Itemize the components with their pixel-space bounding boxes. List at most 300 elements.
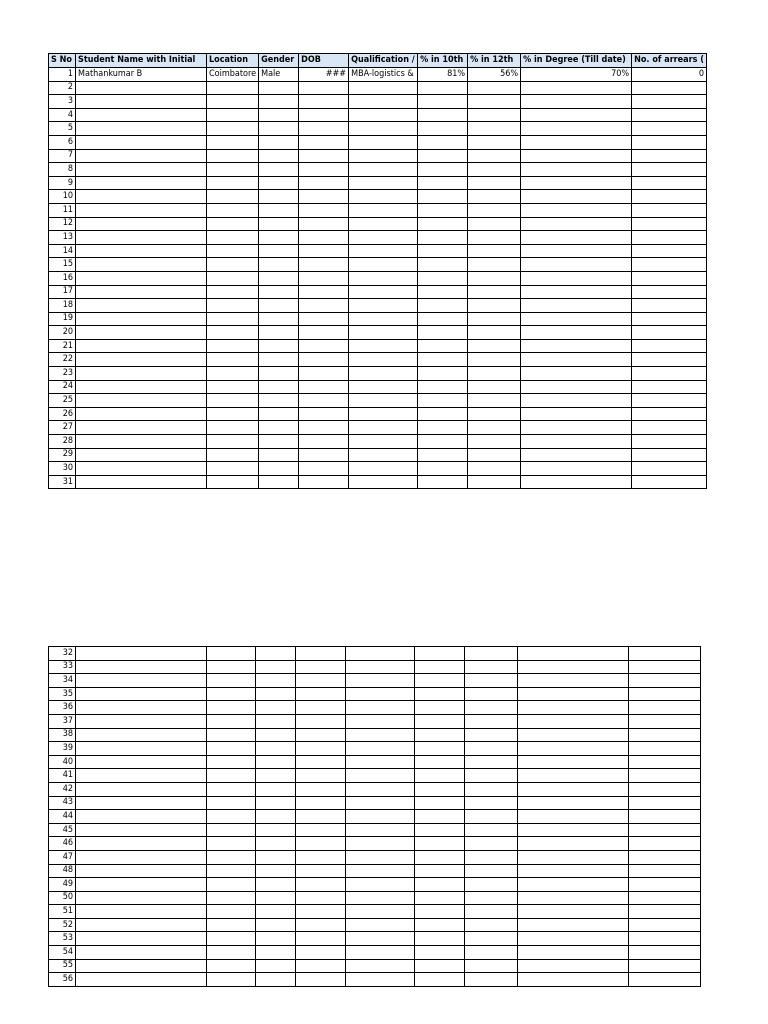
cell-gender[interactable] [259, 176, 299, 190]
cell-gender[interactable] [256, 959, 296, 973]
cell-gender[interactable] [256, 755, 296, 769]
cell-qualification[interactable] [349, 367, 418, 381]
cell-student-name[interactable] [76, 674, 207, 688]
cell-dob[interactable] [299, 217, 349, 231]
cell-location[interactable] [207, 394, 259, 408]
cell-gender[interactable] [259, 407, 299, 421]
cell-location[interactable] [207, 448, 259, 462]
cell-gender[interactable] [259, 190, 299, 204]
cell-pct-degree[interactable] [518, 891, 629, 905]
cell-pct-12th[interactable] [465, 755, 518, 769]
cell-qualification[interactable] [346, 891, 415, 905]
cell-student-name[interactable] [76, 462, 207, 476]
cell-arrears[interactable] [629, 973, 701, 987]
cell-pct-degree[interactable] [518, 714, 629, 728]
cell-arrears[interactable] [632, 462, 707, 476]
cell-dob[interactable] [299, 299, 349, 313]
cell-qualification[interactable] [349, 244, 418, 258]
cell-pct-degree[interactable] [521, 258, 632, 272]
header-location[interactable]: Location [207, 54, 259, 68]
cell-gender[interactable] [256, 878, 296, 892]
cell-location[interactable] [207, 231, 259, 245]
cell-qualification[interactable] [349, 353, 418, 367]
cell-gender[interactable] [259, 149, 299, 163]
cell-location[interactable] [207, 714, 256, 728]
cell-dob[interactable] [296, 769, 346, 783]
cell-gender[interactable] [259, 81, 299, 95]
cell-pct-10th[interactable] [418, 149, 468, 163]
cell-qualification[interactable] [346, 905, 415, 919]
cell-pct-degree[interactable] [518, 660, 629, 674]
cell-pct-degree[interactable] [518, 701, 629, 715]
cell-qualification[interactable] [349, 108, 418, 122]
cell-arrears[interactable] [629, 701, 701, 715]
cell-student-name[interactable] [76, 380, 207, 394]
cell-pct-degree[interactable] [521, 475, 632, 489]
cell-gender[interactable] [259, 244, 299, 258]
cell-arrears[interactable] [629, 755, 701, 769]
cell-arrears[interactable] [632, 312, 707, 326]
cell-location[interactable] [207, 435, 259, 449]
cell-sno[interactable]: 4 [49, 108, 76, 122]
cell-dob[interactable] [296, 687, 346, 701]
cell-sno[interactable]: 9 [49, 176, 76, 190]
cell-sno[interactable]: 44 [49, 810, 76, 824]
cell-pct-degree[interactable] [521, 339, 632, 353]
cell-student-name[interactable] [76, 905, 207, 919]
cell-arrears[interactable] [629, 674, 701, 688]
cell-pct-12th[interactable] [468, 176, 521, 190]
cell-arrears[interactable] [629, 714, 701, 728]
cell-pct-10th[interactable] [418, 95, 468, 109]
cell-sno[interactable]: 43 [49, 796, 76, 810]
cell-qualification[interactable] [349, 394, 418, 408]
cell-gender[interactable] [259, 421, 299, 435]
cell-gender[interactable] [256, 647, 296, 661]
cell-location[interactable] [207, 932, 256, 946]
cell-student-name[interactable] [76, 850, 207, 864]
cell-gender[interactable] [256, 973, 296, 987]
cell-sno[interactable]: 1 [49, 68, 76, 82]
cell-sno[interactable]: 2 [49, 81, 76, 95]
cell-arrears[interactable] [632, 421, 707, 435]
cell-pct-12th[interactable]: 56% [468, 68, 521, 82]
cell-arrears[interactable] [629, 810, 701, 824]
cell-sno[interactable]: 34 [49, 674, 76, 688]
cell-pct-degree[interactable] [521, 190, 632, 204]
cell-pct-10th[interactable] [418, 326, 468, 340]
header-pct-12th[interactable]: % in 12th [468, 54, 521, 68]
cell-pct-12th[interactable] [468, 135, 521, 149]
cell-student-name[interactable] [76, 149, 207, 163]
cell-pct-degree[interactable]: 70% [521, 68, 632, 82]
cell-dob[interactable] [299, 407, 349, 421]
cell-pct-degree[interactable] [521, 217, 632, 231]
cell-qualification[interactable] [346, 674, 415, 688]
cell-gender[interactable] [259, 122, 299, 136]
cell-sno[interactable]: 28 [49, 435, 76, 449]
cell-pct-12th[interactable] [465, 891, 518, 905]
cell-location[interactable] [207, 864, 256, 878]
cell-student-name[interactable] [76, 647, 207, 661]
cell-qualification[interactable] [349, 435, 418, 449]
cell-qualification[interactable] [349, 203, 418, 217]
cell-pct-degree[interactable] [521, 448, 632, 462]
cell-pct-12th[interactable] [468, 462, 521, 476]
cell-pct-12th[interactable] [468, 367, 521, 381]
cell-qualification[interactable] [346, 701, 415, 715]
cell-dob[interactable] [299, 244, 349, 258]
cell-pct-12th[interactable] [465, 837, 518, 851]
cell-location[interactable] [207, 203, 259, 217]
cell-pct-10th[interactable] [418, 380, 468, 394]
cell-pct-10th[interactable] [415, 850, 465, 864]
cell-pct-degree[interactable] [518, 755, 629, 769]
cell-arrears[interactable] [632, 95, 707, 109]
cell-student-name[interactable] [76, 728, 207, 742]
cell-sno[interactable]: 10 [49, 190, 76, 204]
cell-student-name[interactable] [76, 435, 207, 449]
cell-student-name[interactable] [76, 299, 207, 313]
cell-dob[interactable] [296, 837, 346, 851]
cell-student-name[interactable] [76, 312, 207, 326]
cell-pct-12th[interactable] [465, 674, 518, 688]
cell-location[interactable] [207, 475, 259, 489]
cell-qualification[interactable] [349, 312, 418, 326]
cell-student-name[interactable] [76, 959, 207, 973]
cell-gender[interactable] [259, 448, 299, 462]
cell-gender[interactable] [259, 108, 299, 122]
cell-dob[interactable] [299, 231, 349, 245]
cell-dob[interactable] [296, 973, 346, 987]
cell-qualification[interactable] [349, 285, 418, 299]
cell-arrears[interactable] [632, 203, 707, 217]
cell-location[interactable] [207, 407, 259, 421]
cell-location[interactable] [207, 285, 259, 299]
cell-student-name[interactable] [76, 339, 207, 353]
cell-pct-12th[interactable] [468, 353, 521, 367]
cell-pct-12th[interactable] [465, 932, 518, 946]
cell-pct-degree[interactable] [518, 932, 629, 946]
header-pct-degree[interactable]: % in Degree (Till date) [521, 54, 632, 68]
cell-pct-degree[interactable] [521, 135, 632, 149]
cell-location[interactable] [207, 353, 259, 367]
cell-location[interactable] [207, 122, 259, 136]
cell-arrears[interactable] [632, 271, 707, 285]
cell-gender[interactable] [256, 946, 296, 960]
cell-gender[interactable] [259, 95, 299, 109]
header-dob[interactable]: DOB [299, 54, 349, 68]
cell-arrears[interactable] [632, 435, 707, 449]
cell-location[interactable] [207, 95, 259, 109]
cell-pct-degree[interactable] [521, 149, 632, 163]
cell-student-name[interactable] [76, 190, 207, 204]
cell-dob[interactable]: ### [299, 68, 349, 82]
cell-pct-10th[interactable] [415, 823, 465, 837]
cell-sno[interactable]: 29 [49, 448, 76, 462]
cell-pct-degree[interactable] [518, 647, 629, 661]
cell-arrears[interactable] [632, 135, 707, 149]
cell-dob[interactable] [296, 674, 346, 688]
cell-pct-10th[interactable] [415, 918, 465, 932]
cell-gender[interactable] [256, 837, 296, 851]
cell-location[interactable] [207, 823, 256, 837]
cell-pct-12th[interactable] [465, 687, 518, 701]
cell-pct-10th[interactable] [418, 421, 468, 435]
cell-sno[interactable]: 36 [49, 701, 76, 715]
cell-student-name[interactable] [76, 176, 207, 190]
cell-pct-12th[interactable] [468, 163, 521, 177]
cell-dob[interactable] [296, 946, 346, 960]
cell-dob[interactable] [299, 163, 349, 177]
cell-sno[interactable]: 46 [49, 837, 76, 851]
cell-pct-12th[interactable] [468, 81, 521, 95]
cell-pct-degree[interactable] [521, 407, 632, 421]
cell-dob[interactable] [296, 932, 346, 946]
cell-pct-10th[interactable] [415, 701, 465, 715]
cell-gender[interactable] [256, 823, 296, 837]
cell-location[interactable] [207, 299, 259, 313]
cell-sno[interactable]: 42 [49, 782, 76, 796]
cell-student-name[interactable]: Mathankumar B [76, 68, 207, 82]
cell-pct-degree[interactable] [521, 163, 632, 177]
cell-dob[interactable] [296, 850, 346, 864]
cell-location[interactable] [207, 850, 256, 864]
cell-pct-10th[interactable] [415, 905, 465, 919]
cell-arrears[interactable]: 0 [632, 68, 707, 82]
cell-pct-12th[interactable] [465, 810, 518, 824]
cell-pct-degree[interactable] [521, 353, 632, 367]
cell-arrears[interactable] [629, 946, 701, 960]
cell-student-name[interactable] [76, 271, 207, 285]
cell-pct-12th[interactable] [468, 448, 521, 462]
cell-location[interactable] [207, 796, 256, 810]
cell-arrears[interactable] [632, 353, 707, 367]
cell-pct-10th[interactable] [415, 674, 465, 688]
cell-arrears[interactable] [632, 299, 707, 313]
cell-student-name[interactable] [76, 421, 207, 435]
cell-location[interactable] [207, 973, 256, 987]
cell-gender[interactable] [259, 367, 299, 381]
cell-location[interactable] [207, 728, 256, 742]
cell-gender[interactable] [256, 674, 296, 688]
cell-qualification[interactable] [346, 837, 415, 851]
cell-pct-10th[interactable] [418, 407, 468, 421]
cell-location[interactable] [207, 782, 256, 796]
cell-gender[interactable] [259, 312, 299, 326]
cell-pct-degree[interactable] [518, 742, 629, 756]
cell-qualification[interactable] [346, 959, 415, 973]
cell-arrears[interactable] [629, 905, 701, 919]
header-pct-10th[interactable]: % in 10th [418, 54, 468, 68]
cell-gender[interactable] [259, 217, 299, 231]
cell-pct-12th[interactable] [465, 714, 518, 728]
cell-gender[interactable] [256, 701, 296, 715]
cell-student-name[interactable] [76, 796, 207, 810]
cell-sno[interactable]: 17 [49, 285, 76, 299]
cell-pct-10th[interactable] [415, 728, 465, 742]
cell-qualification[interactable] [349, 122, 418, 136]
cell-pct-12th[interactable] [465, 660, 518, 674]
cell-location[interactable] [207, 959, 256, 973]
cell-dob[interactable] [296, 796, 346, 810]
cell-arrears[interactable] [632, 122, 707, 136]
cell-arrears[interactable] [632, 190, 707, 204]
cell-student-name[interactable] [76, 203, 207, 217]
cell-pct-10th[interactable] [415, 782, 465, 796]
cell-dob[interactable] [299, 339, 349, 353]
cell-qualification[interactable] [349, 217, 418, 231]
cell-arrears[interactable] [629, 959, 701, 973]
cell-qualification[interactable] [349, 421, 418, 435]
cell-pct-12th[interactable] [465, 946, 518, 960]
cell-sno[interactable]: 18 [49, 299, 76, 313]
cell-student-name[interactable] [76, 163, 207, 177]
cell-pct-12th[interactable] [468, 407, 521, 421]
cell-arrears[interactable] [632, 149, 707, 163]
cell-pct-12th[interactable] [465, 647, 518, 661]
cell-pct-degree[interactable] [521, 176, 632, 190]
cell-dob[interactable] [299, 81, 349, 95]
cell-arrears[interactable] [629, 823, 701, 837]
cell-pct-12th[interactable] [465, 878, 518, 892]
cell-student-name[interactable] [76, 407, 207, 421]
cell-pct-12th[interactable] [468, 435, 521, 449]
cell-pct-degree[interactable] [521, 312, 632, 326]
cell-sno[interactable]: 6 [49, 135, 76, 149]
cell-location[interactable] [207, 687, 256, 701]
cell-dob[interactable] [299, 475, 349, 489]
cell-qualification[interactable] [346, 810, 415, 824]
cell-pct-10th[interactable] [415, 742, 465, 756]
cell-sno[interactable]: 24 [49, 380, 76, 394]
cell-pct-10th[interactable] [418, 339, 468, 353]
cell-qualification[interactable] [346, 878, 415, 892]
cell-qualification[interactable] [346, 782, 415, 796]
cell-sno[interactable]: 30 [49, 462, 76, 476]
cell-pct-10th[interactable] [418, 448, 468, 462]
cell-sno[interactable]: 13 [49, 231, 76, 245]
cell-location[interactable] [207, 312, 259, 326]
cell-sno[interactable]: 7 [49, 149, 76, 163]
cell-pct-degree[interactable] [521, 394, 632, 408]
cell-student-name[interactable] [76, 837, 207, 851]
cell-arrears[interactable] [629, 647, 701, 661]
cell-student-name[interactable] [76, 353, 207, 367]
cell-pct-12th[interactable] [468, 421, 521, 435]
cell-location[interactable] [207, 891, 256, 905]
cell-sno[interactable]: 22 [49, 353, 76, 367]
cell-qualification[interactable] [346, 647, 415, 661]
cell-pct-12th[interactable] [468, 394, 521, 408]
cell-dob[interactable] [299, 394, 349, 408]
cell-qualification[interactable] [346, 946, 415, 960]
cell-sno[interactable]: 51 [49, 905, 76, 919]
cell-location[interactable] [207, 81, 259, 95]
cell-sno[interactable]: 55 [49, 959, 76, 973]
cell-pct-degree[interactable] [521, 231, 632, 245]
cell-dob[interactable] [299, 108, 349, 122]
cell-pct-12th[interactable] [468, 203, 521, 217]
cell-pct-degree[interactable] [521, 244, 632, 258]
cell-sno[interactable]: 23 [49, 367, 76, 381]
cell-arrears[interactable] [632, 163, 707, 177]
cell-student-name[interactable] [76, 81, 207, 95]
cell-qualification[interactable] [349, 81, 418, 95]
cell-pct-degree[interactable] [518, 946, 629, 960]
cell-dob[interactable] [299, 380, 349, 394]
cell-sno[interactable]: 31 [49, 475, 76, 489]
cell-gender[interactable] [259, 135, 299, 149]
cell-pct-10th[interactable] [415, 946, 465, 960]
cell-dob[interactable] [296, 823, 346, 837]
cell-pct-degree[interactable] [518, 918, 629, 932]
cell-pct-12th[interactable] [465, 823, 518, 837]
cell-gender[interactable] [256, 796, 296, 810]
cell-sno[interactable]: 56 [49, 973, 76, 987]
cell-sno[interactable]: 45 [49, 823, 76, 837]
cell-gender[interactable] [259, 203, 299, 217]
header-arrears[interactable]: No. of arrears ( [632, 54, 707, 68]
cell-pct-12th[interactable] [468, 285, 521, 299]
cell-arrears[interactable] [629, 687, 701, 701]
cell-pct-degree[interactable] [518, 810, 629, 824]
cell-pct-degree[interactable] [521, 95, 632, 109]
cell-pct-degree[interactable] [518, 837, 629, 851]
cell-pct-degree[interactable] [518, 959, 629, 973]
cell-pct-degree[interactable] [521, 299, 632, 313]
cell-dob[interactable] [299, 203, 349, 217]
cell-sno[interactable]: 37 [49, 714, 76, 728]
cell-location[interactable] [207, 701, 256, 715]
cell-student-name[interactable] [76, 823, 207, 837]
cell-pct-10th[interactable] [418, 190, 468, 204]
cell-arrears[interactable] [632, 407, 707, 421]
cell-arrears[interactable] [629, 742, 701, 756]
cell-gender[interactable] [259, 462, 299, 476]
cell-student-name[interactable] [76, 810, 207, 824]
cell-location[interactable] [207, 918, 256, 932]
cell-student-name[interactable] [76, 932, 207, 946]
cell-pct-10th[interactable] [418, 367, 468, 381]
cell-location[interactable] [207, 339, 259, 353]
cell-location[interactable] [207, 367, 259, 381]
cell-dob[interactable] [296, 660, 346, 674]
cell-dob[interactable] [299, 367, 349, 381]
cell-location[interactable] [207, 258, 259, 272]
cell-gender[interactable] [256, 714, 296, 728]
cell-pct-degree[interactable] [518, 687, 629, 701]
cell-arrears[interactable] [629, 796, 701, 810]
cell-qualification[interactable] [346, 973, 415, 987]
cell-pct-10th[interactable] [418, 135, 468, 149]
cell-pct-12th[interactable] [468, 380, 521, 394]
cell-dob[interactable] [299, 135, 349, 149]
cell-gender[interactable] [256, 728, 296, 742]
cell-arrears[interactable] [632, 231, 707, 245]
cell-arrears[interactable] [632, 81, 707, 95]
cell-student-name[interactable] [76, 769, 207, 783]
cell-pct-10th[interactable] [415, 755, 465, 769]
cell-pct-12th[interactable] [465, 864, 518, 878]
cell-pct-10th[interactable] [415, 891, 465, 905]
cell-qualification[interactable] [349, 163, 418, 177]
cell-location[interactable] [207, 421, 259, 435]
cell-arrears[interactable] [629, 891, 701, 905]
cell-pct-10th[interactable] [415, 973, 465, 987]
cell-pct-12th[interactable] [465, 905, 518, 919]
cell-pct-degree[interactable] [521, 285, 632, 299]
